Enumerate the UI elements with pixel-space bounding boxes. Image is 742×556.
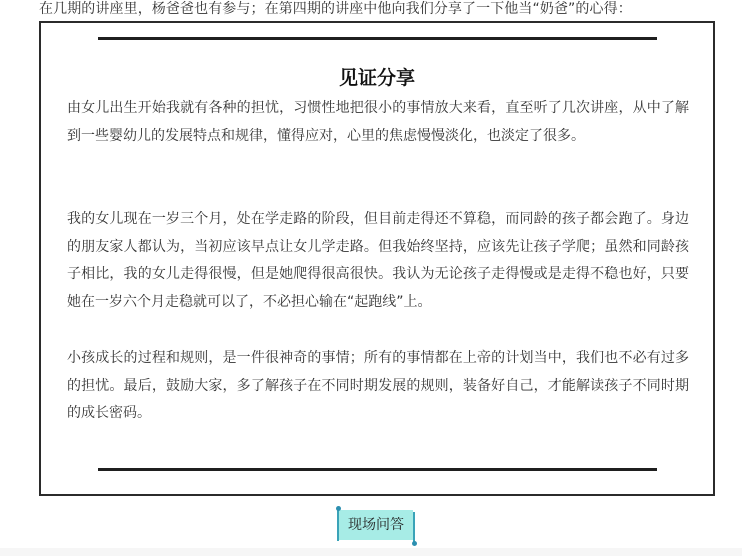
intro-text: 在几期的讲座里，杨爸爸也有参与；在第四期的讲座中他向我们分享了一下他当“奶爸”的心得： (39, 1, 632, 17)
testimony-title: 见证分享 (338, 67, 415, 89)
top-divider (98, 37, 657, 40)
tag-dot-top-left (336, 506, 341, 511)
tag-right-bracket (413, 512, 415, 544)
section-tag (337, 508, 417, 545)
tag-dot-bottom-right (412, 541, 417, 546)
tag-left-bracket (337, 508, 339, 541)
testimony-paragraph-1: 由女儿出生开始我就有各种的担忧，习惯性地把很小的事情放大来看，直至听了几次讲座，从中了解到一些婴幼儿的发展特点和规律，懂得应对，心里的焦虑慢慢淡化，也淡定了很多。 (67, 100, 689, 144)
bottom-divider (98, 468, 657, 471)
section-tag-label: 现场问答 (339, 510, 413, 540)
testimony-paragraph-2: 我的女儿现在一岁三个月，处在学走路的阶段，但目前走得还不算稳，而同龄的孩子都会跑了。身边的朋友家人都认为，当初应该早点让女儿学走路。但我始终坚持，应该先让孩子学爬；虽然和同龄孩子相比，我的女儿走得很慢，但是她爬得很高很快。我认为无论孩子走得慢或是走得不稳也好，只要她在一岁六个月走稳就可以了，不必担心输在“起跑线”上。 (67, 211, 689, 310)
footer-band (0, 548, 742, 556)
testimony-paragraph-3: 小孩成长的过程和规则，是一件很神奇的事情；所有的事情都在上帝的计划当中，我们也不必有过多的担忧。最后，鼓励大家，多了解孩子在不同时期发展的规则，装备好自己，才能解读孩子不同时期的成长密码。 (67, 350, 689, 421)
testimony-box (39, 21, 715, 496)
